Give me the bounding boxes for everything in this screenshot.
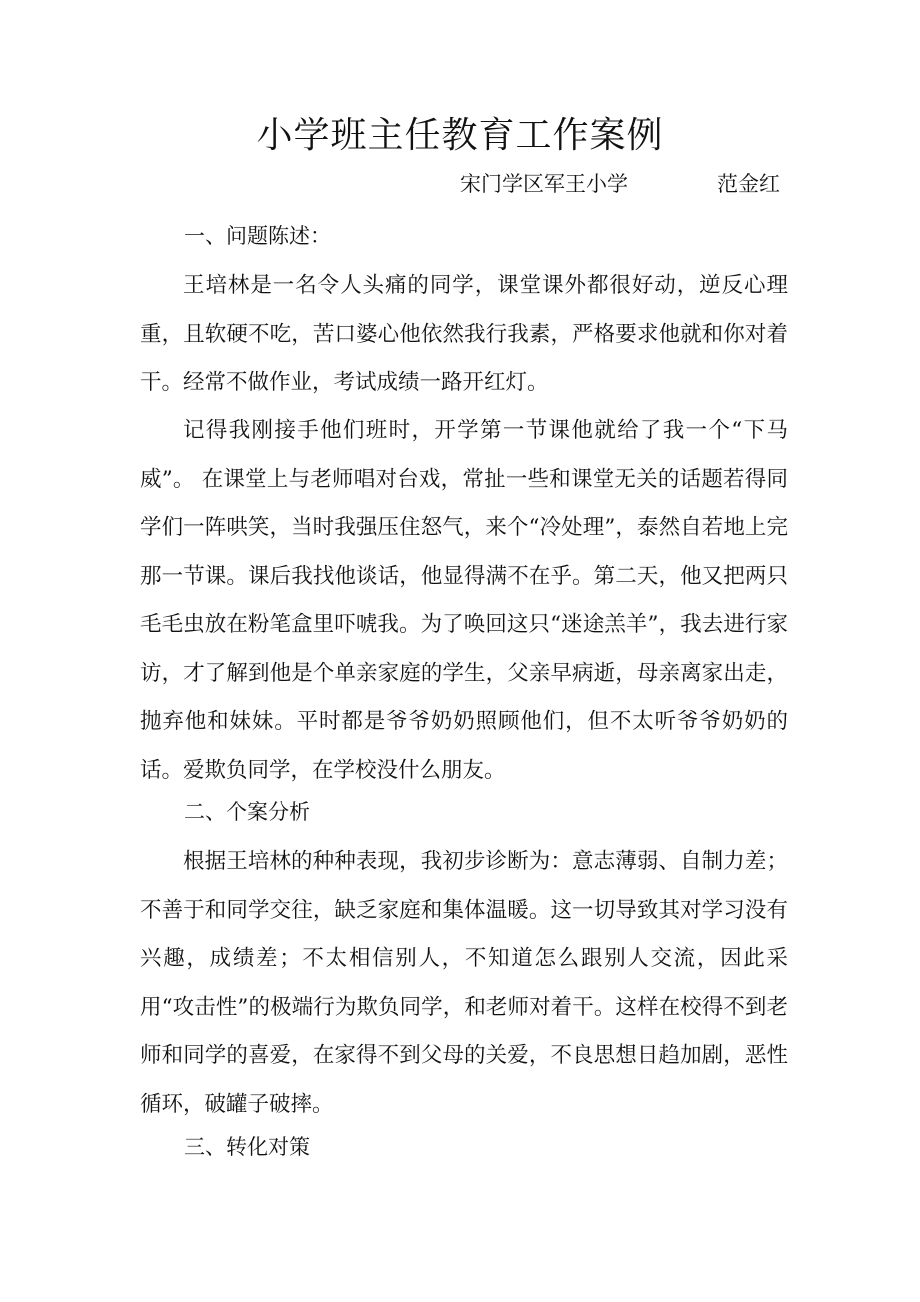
paragraph-problem-1: 王培林是一名令人头痛的同学，课堂课外都很好动，逆反心理重，且软硬不吃，苦口婆心他依然我行我素，严格要求他就和你对着干。经常不做作业，考试成绩一路开红灯。 [140,273,788,395]
author-school: 宋门学区军王小学 [460,172,628,196]
page-title: 小学班主任教育工作案例 [256,115,664,156]
paragraph-analysis-1: 根据王培林的种种表现，我初步诊断为：意志薄弱、自制力差；不善于和同学交往，缺乏家庭和集体温暖。这一切导致其对学习没有兴趣，成绩差；不太相信别人，不知道怎么跟别人交流，因此采用“攻击性”的极端行为欺负同学，和老师对着干。这样在校得不到老师和同学的喜爱，在家得不到父母的关爱，不良思想日趋加剧，恶性循环，破罐子破摔。 [140,849,788,1117]
paragraph-problem-2: 记得我刚接手他们班时，开学第一节课他就给了我一个“下马威”。 在课堂上与老师唱对台戏，常扯一些和课堂无关的话题若得同学们一阵哄笑，当时我强压住怒气，来个“冷处理”，泰然自若地上完那一节课。课后我找他谈话，他显得满不在乎。第二天，他又把两只毛毛虫放在粉笔盒里吓唬我。为了唤回这只“迷途羔羊”，我去进行家访，才了解到他是个单亲家庭的学生，父亲早病逝，母亲离家出走，抛弃他和妹妹。平时都是爷爷奶奶照顾他们，但不太听爷爷奶奶的话。爱欺负同学，在学校没什么朋友。 [140,418,788,783]
author-name: 范金红 [717,172,780,196]
section-heading-strategy: 三、转化对策 [184,1135,310,1159]
section-heading-problem: 一、问题陈述： [184,224,331,248]
section-heading-analysis: 二、个案分析 [184,800,310,824]
